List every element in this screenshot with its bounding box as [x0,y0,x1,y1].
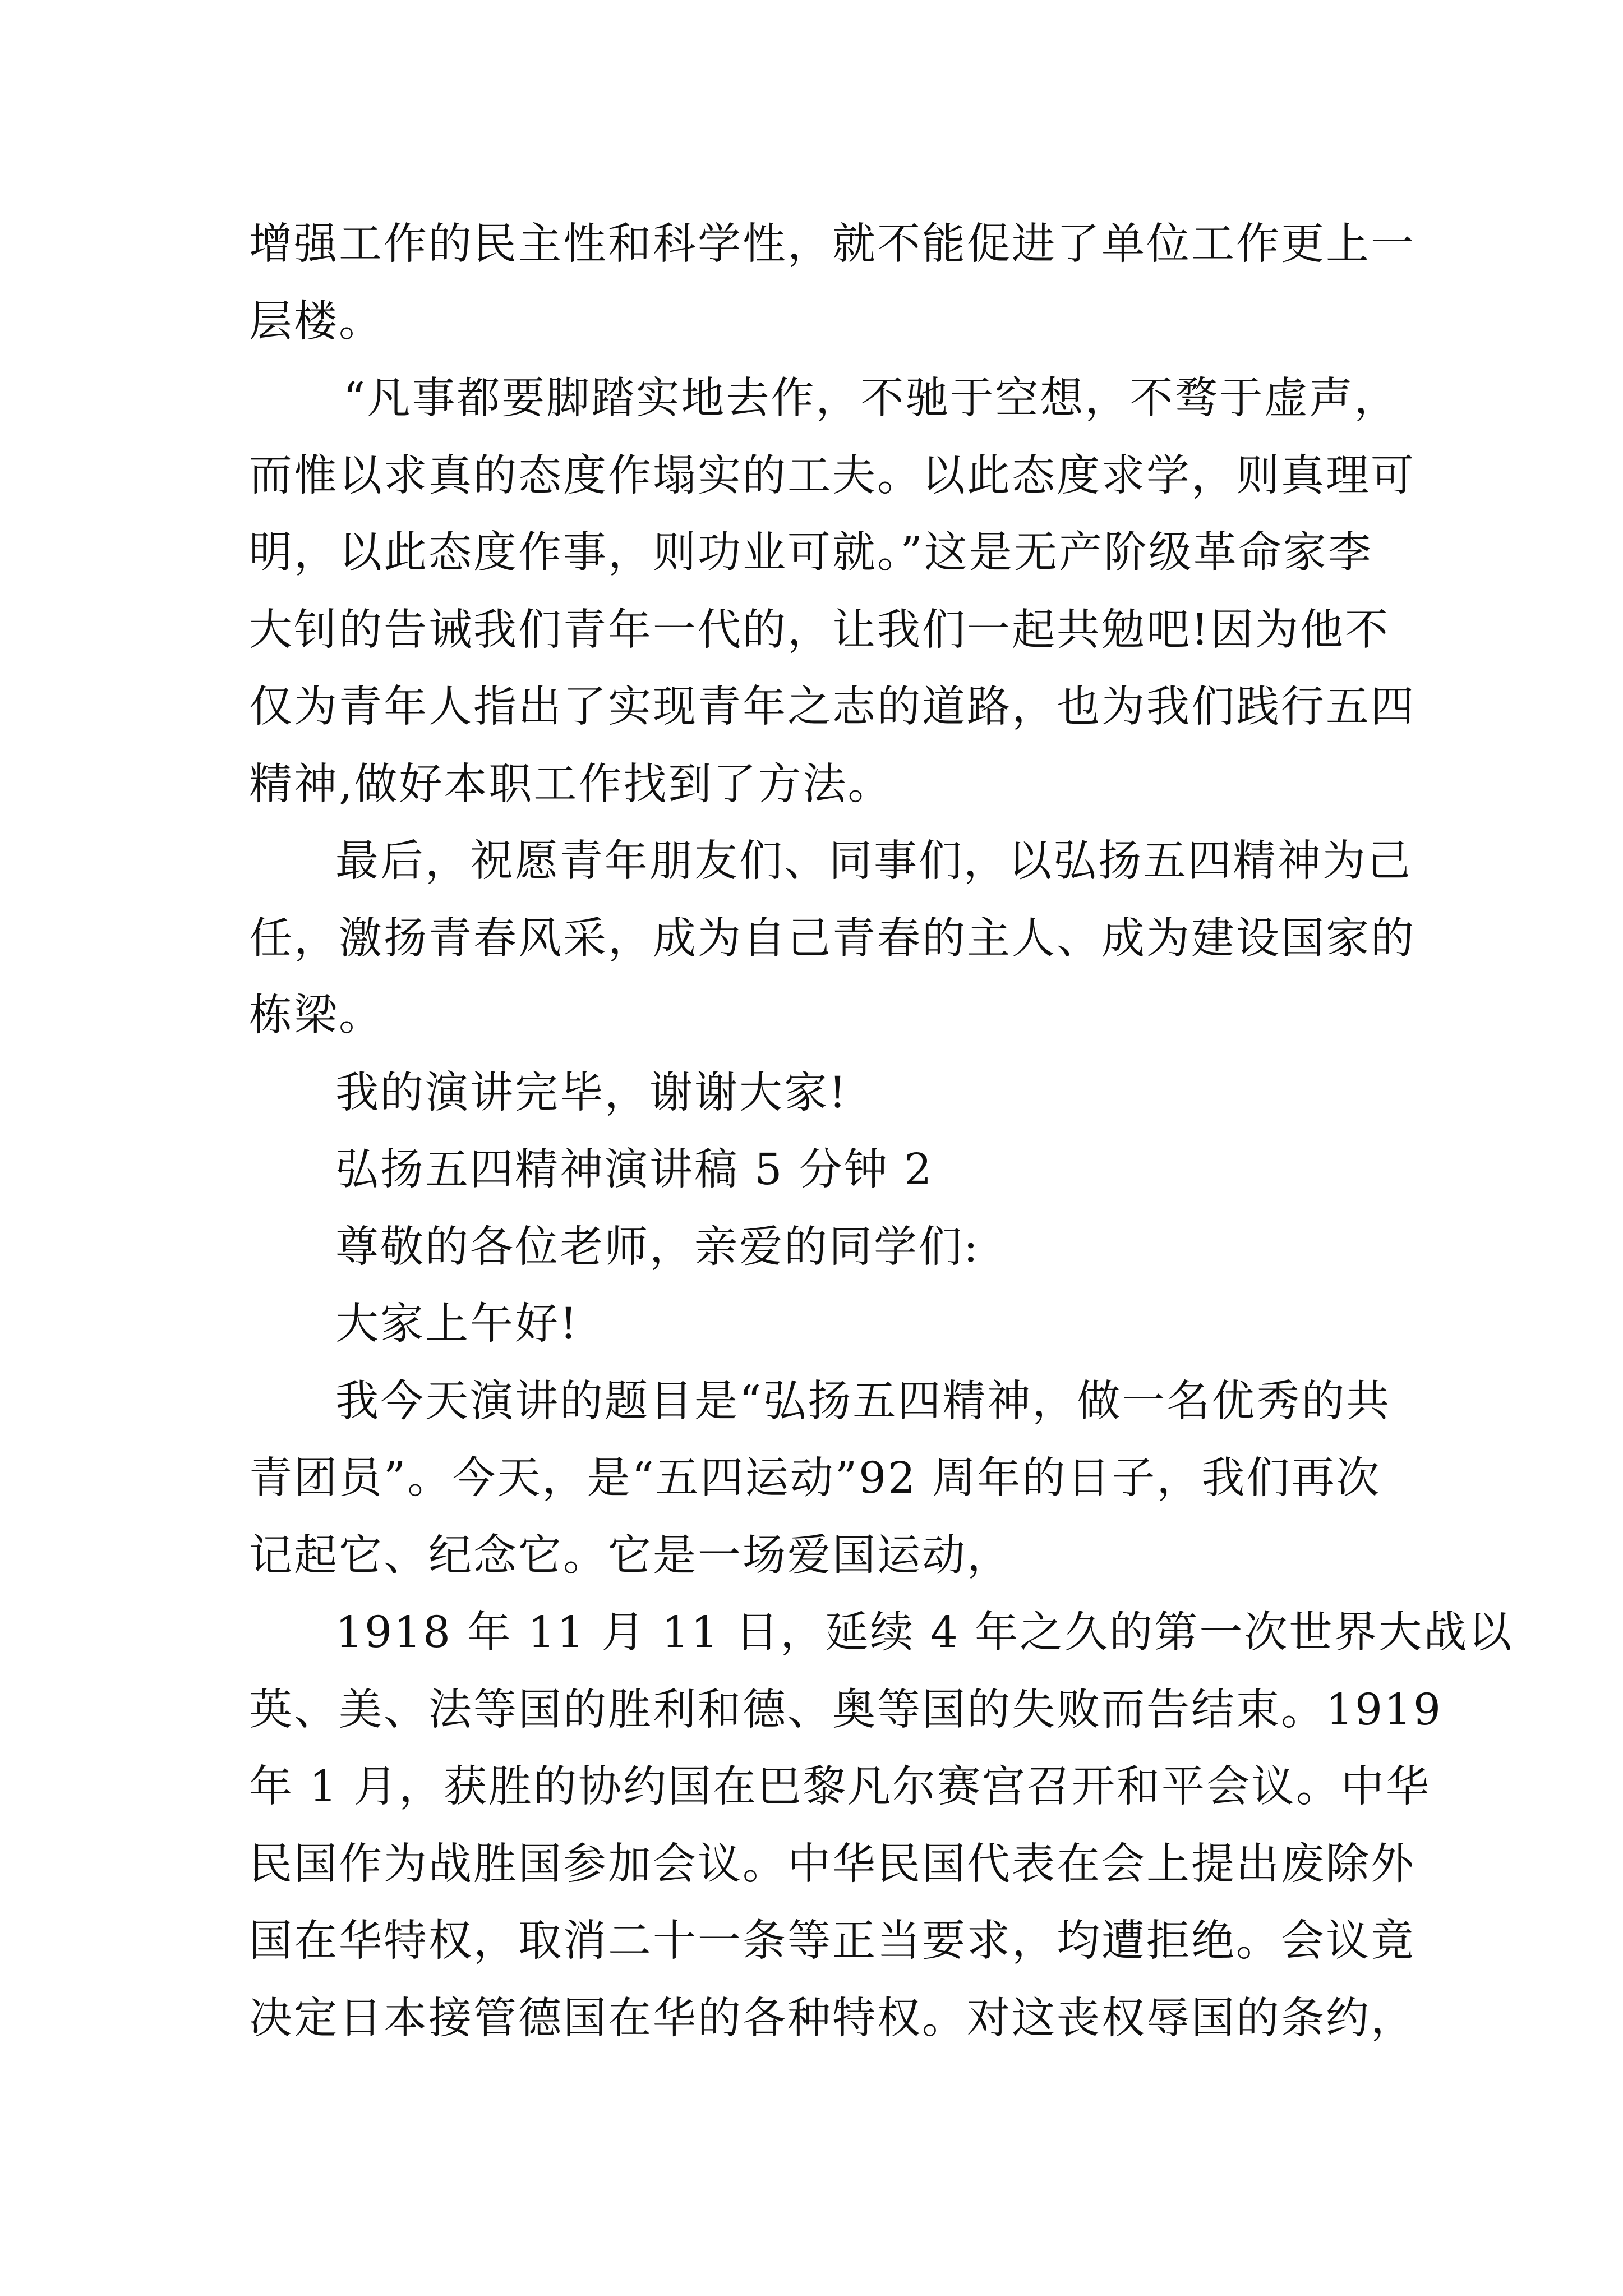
text-line-6: 大钊的告诫我们青年一代的，让我们一起共勉吧!因为他不 [249,605,1390,655]
text-line-13: 弘扬五四精神演讲稿 5 分钟 2 [335,1145,934,1195]
text-line-12: 我的演讲完毕，谢谢大家! [335,1068,848,1118]
text-line-22: 民国作为战胜国参加会议。中华民国代表在会上提出废除外 [249,1839,1415,1889]
text-line-9: 最后，祝愿青年朋友们、同事们，以弘扬五四精神为己 [335,836,1412,886]
text-line-11: 栋梁。 [249,991,384,1041]
text-line-17: 青团员”。今天，是“五四运动”92 周年的日子，我们再次 [249,1453,1381,1503]
text-line-19: 1918 年 11 月 11 日，延续 4 年之久的第一次世界大战以 [335,1608,1514,1658]
text-line-23: 国在华特权，取消二十一条等正当要求，均遭拒绝。会议竟 [249,1916,1415,1966]
text-line-3: “凡事都要脚踏实地去作，不驰于空想，不骛于虚声， [343,374,1399,424]
text-line-16: 我今天演讲的题目是“弘扬五四精神，做一名优秀的共 [335,1377,1391,1427]
text-line-15: 大家上午好! [335,1299,579,1349]
text-line-8: 精神,做好本职工作找到了方法。 [249,760,893,809]
text-line-24: 决定日本接管德国在华的各种特权。对这丧权辱国的条约， [249,1994,1415,2044]
text-line-5: 明，以此态度作事，则功业可就。”这是无产阶级革命家李 [249,528,1373,578]
text-line-7: 仅为青年人指出了实现青年之志的道路，也为我们践行五四 [249,682,1415,732]
text-line-21: 年 1 月，获胜的协约国在巴黎凡尔赛宫召开和平会议。中华 [249,1762,1431,1812]
text-line-18: 记起它、纪念它。它是一场爱国运动， [249,1531,1012,1581]
text-line-10: 任，激扬青春风采，成为自己青春的主人、成为建设国家的 [249,914,1415,964]
text-line-14: 尊敬的各位老师，亲爱的同学们: [335,1222,980,1272]
text-line-1: 增强工作的民主性和科学性，就不能促进了单位工作更上一 [249,219,1415,269]
text-line-20: 英、美、法等国的胜利和德、奥等国的失败而告结束。1919 [249,1685,1442,1735]
text-line-4: 而惟以求真的态度作塌实的工夫。以此态度求学，则真理可 [249,451,1415,501]
text-line-2: 层楼。 [249,297,384,347]
